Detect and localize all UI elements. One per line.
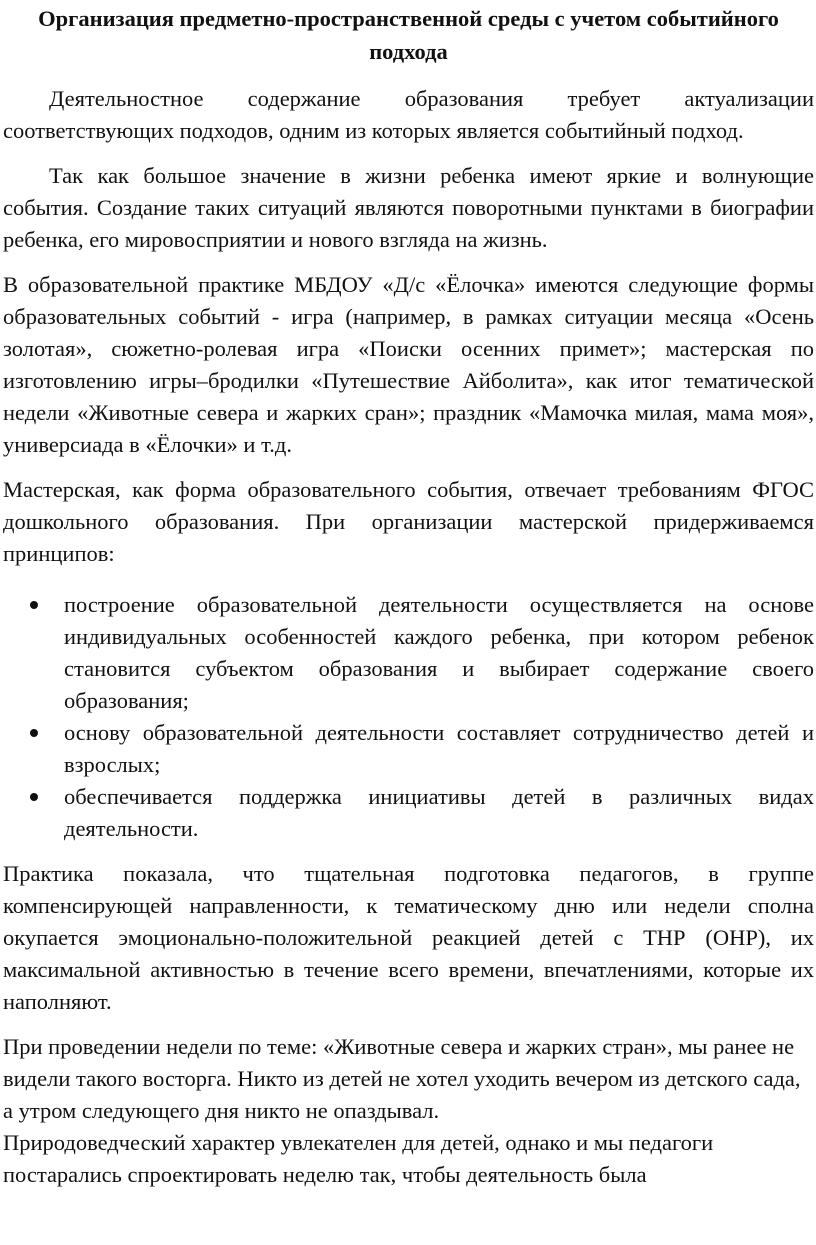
document-title: Организация предметно-пространственной среды с учетом событийного подхода <box>38 6 779 64</box>
paragraph-nature-study: Природоведческий характер увлекателен для детей, однако и мы педагоги постарались спроектировать неделю так, чтобы деятельность была <box>3 1130 714 1187</box>
list-item <box>3 781 814 845</box>
list-item-text: основу образовательной деятельности составляет сотрудничество детей и взрослых; <box>64 720 814 777</box>
paragraph-practice-results: Практика показала, что тщательная подготовка педагогов, в группе компенсирующей направленности, к тематическому дню или недели сполна окупается эмоционально-положительной реакцией детей с ТНР (ОНР), их максимальной активностью в течение всего времени, впечатлениями, которые их наполняют. <box>3 861 814 1014</box>
paragraph-intro: Деятельностное содержание образования требует актуализации соответствующих подходов, одним из которых является событийный подход. <box>3 86 814 143</box>
paragraph-practice-forms: В образовательной практике МБДОУ «Д/с «Ёлочка» имеются следующие формы образовательных событий - игра (например, в рамках ситуации месяца «Осень золотая», сюжетно-ролевая игра «Поиски осенних примет»; мастерская по изготовлению игры–бродилки «Путешествие Айболита», как итог тематической недели «Животные севера и жарких сран»; праздник «Мамочка милая, мама моя», универсиада в «Ёлочки» и т.д. <box>3 272 814 457</box>
paragraph-workshop: Мастерская, как форма образовательного события, отвечает требованиям ФГОС дошкольного образования. При организации мастерской придерживаемся принципов: <box>3 477 814 566</box>
principles-list <box>3 589 814 845</box>
list-item <box>3 717 814 781</box>
bullet-icon <box>30 601 38 609</box>
list-item-text: построение образовательной деятельности осуществляется на основе индивидуальных особенностей каждого ребенка, при котором ребенок становится субъектом образования и выбирает содержание своего образования; <box>64 592 814 713</box>
paragraph-events: Так как большое значение в жизни ребенка имеют яркие и волнующие события. Создание таких ситуаций являются поворотными пунктами в биографии ребенка, его мировосприятии и нового взгляда на жизнь. <box>3 163 814 252</box>
bullet-icon <box>30 729 38 737</box>
paragraph-week-theme: При проведении недели по теме: «Животные севера и жарких стран», мы ранее не видели такого восторга. Никто из детей не хотел уходить вечером из детского сада, а утром следующего дня никто не опаздывал. <box>3 1034 801 1123</box>
list-item <box>3 589 814 717</box>
list-item-text: обеспечивается поддержка инициативы детей в различных видах деятельности. <box>64 784 814 841</box>
bullet-icon <box>30 793 38 801</box>
